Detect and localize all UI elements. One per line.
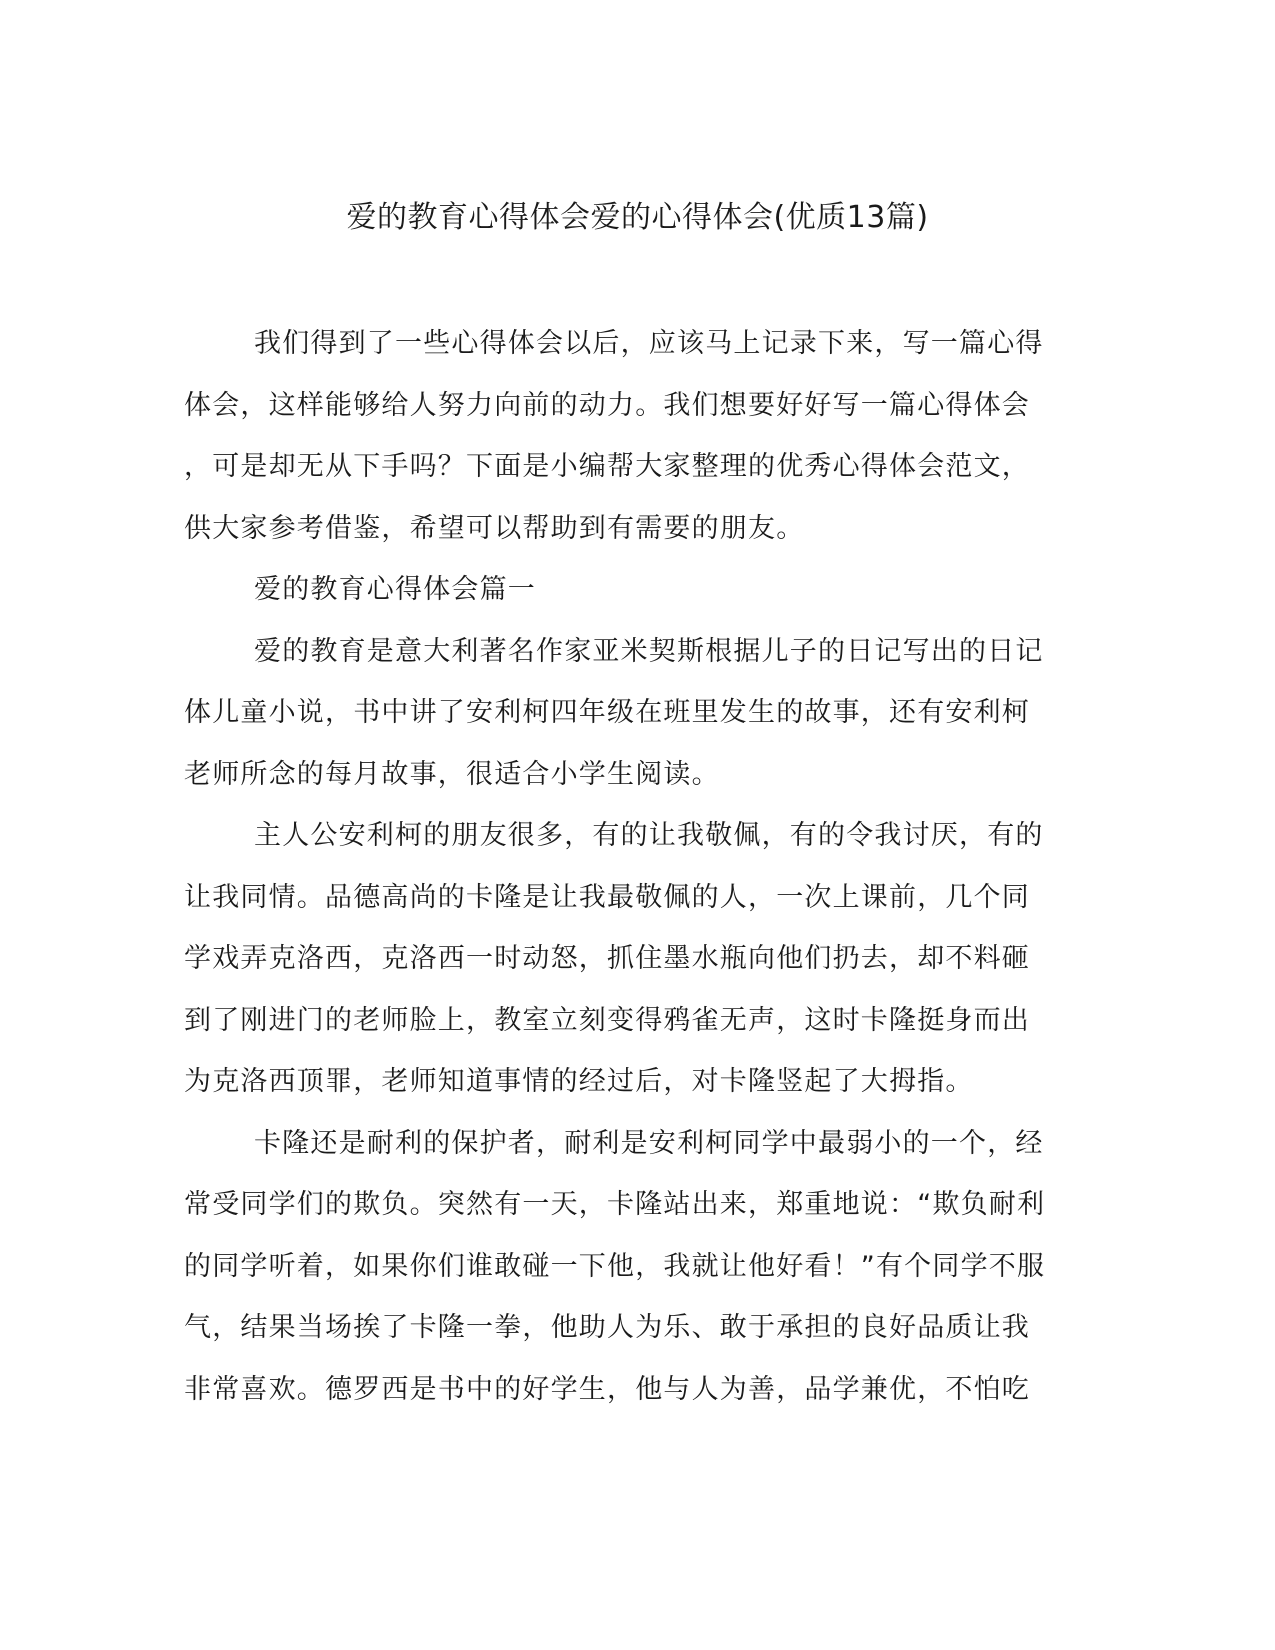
body-line: ，可是却无从下手吗？下面是小编帮大家整理的优秀心得体会范文， (184, 451, 1030, 482)
body-line: 供大家参考借鉴，希望可以帮助到有需要的朋友。 (184, 512, 805, 544)
body-line: 常受同学们的欺负。突然有一天，卡隆站出来，郑重地说：“欺负耐利 (184, 1189, 1046, 1220)
body-line: 到了刚进门的老师脸上，教室立刻变得鸦雀无声，这时卡隆挺身而出 (184, 1004, 1030, 1036)
body-line: 学戏弄克洛西，克洛西一时动怒，抓住墨水瓶向他们扔去，却不料砸 (184, 943, 1030, 974)
body-line: 的同学听着，如果你们谁敢碰一下他，我就让他好看！”有个同学不服 (184, 1250, 1046, 1282)
body-line: 非常喜欢。德罗西是书中的好学生，他与人为善，品学兼优，不怕吃 (184, 1373, 1030, 1405)
document-body (184, 322, 1054, 1429)
body-line: 体会，这样能够给人努力向前的动力。我们想要好好写一篇心得体会 (184, 389, 1030, 421)
document-title: 爱的教育心得体会爱的心得体会(优质13篇) (346, 200, 929, 235)
body-line: 气，结果当场挨了卡隆一拳，他助人为乐、敢于承担的良好品质让我 (184, 1312, 1030, 1343)
body-line: 体儿童小说，书中讲了安利柯四年级在班里发生的故事，还有安利柯 (184, 697, 1030, 728)
body-line: 为克洛西顶罪，老师知道事情的经过后，对卡隆竖起了大拇指。 (184, 1066, 974, 1097)
body-line: 老师所念的每月故事，很适合小学生阅读。 (184, 758, 720, 790)
body-line: 卡隆还是耐利的保护者，耐利是安利柯同学中最弱小的一个，经 (254, 1127, 1044, 1159)
body-line: 爱的教育心得体会篇一 (254, 574, 536, 605)
body-line: 我们得到了一些心得体会以后，应该马上记录下来，写一篇心得 (254, 328, 1044, 359)
body-line: 让我同情。品德高尚的卡隆是让我最敬佩的人，一次上课前，几个同 (184, 881, 1030, 913)
body-line: 爱的教育是意大利著名作家亚米契斯根据儿子的日记写出的日记 (254, 635, 1044, 667)
body-line: 主人公安利柯的朋友很多，有的让我敬佩，有的令我讨厌，有的 (254, 820, 1044, 851)
